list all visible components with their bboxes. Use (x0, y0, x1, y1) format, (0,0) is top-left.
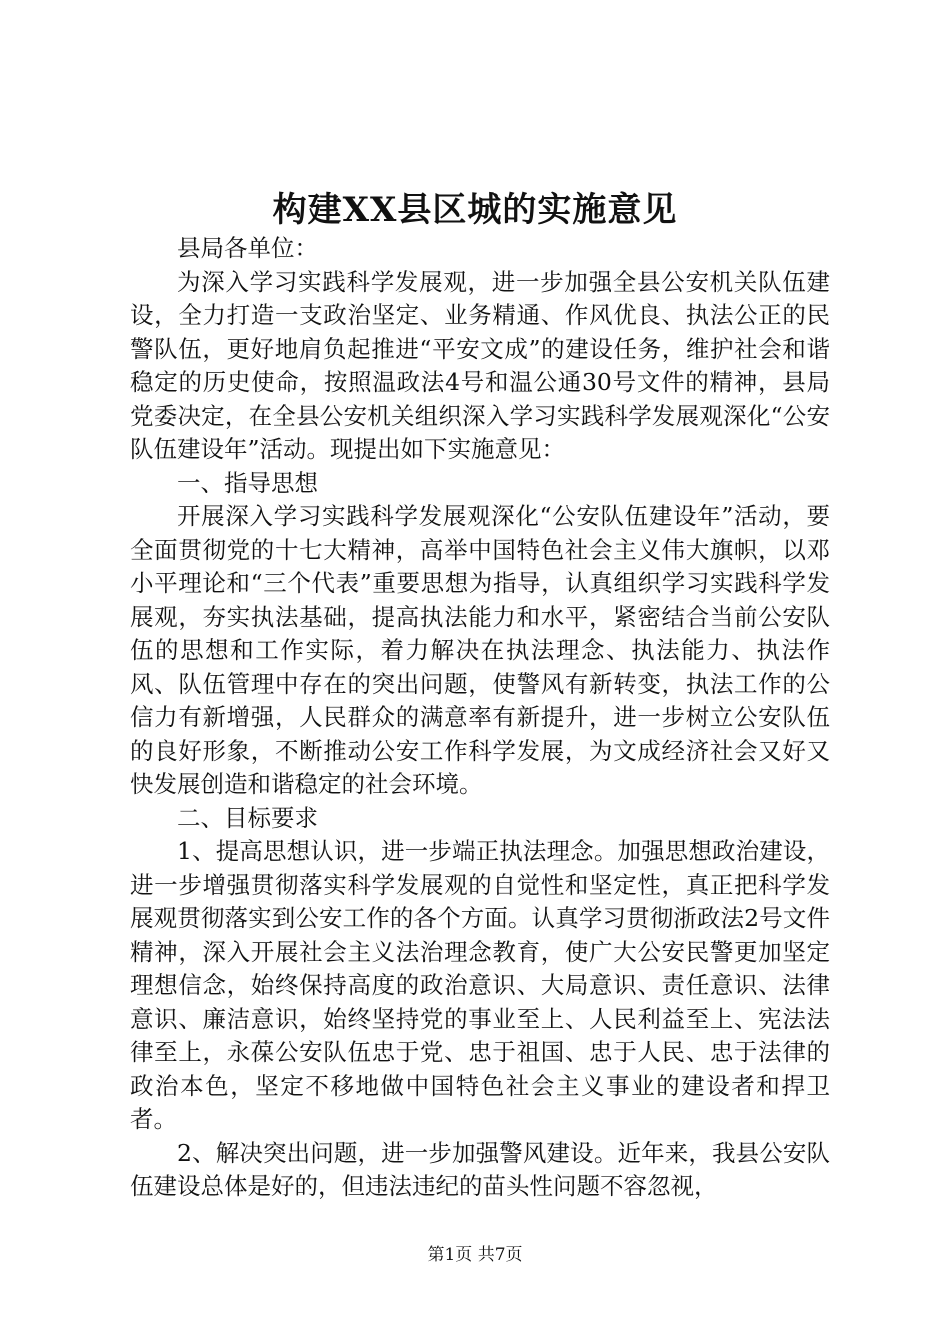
section-heading-goals: 二、目标要求 (177, 803, 318, 832)
paragraph-goal-1: 1、提高思想认识，进一步端正执法理念。加强思想政治建设，进一步增强贯彻落实科学发展观的自觉性和坚定性，真正把科学发展观贯彻落实到公安工作的各个方面。认真学习贯彻浙政法2号文件精神，深入开展社会主义法治理念教育，使广大公安民警更加坚定理想信念，始终保持高度的政治意识、大局意识、责任意识、法律意识、廉洁意识，始终坚持党的事业至上、人民利益至上、宪法法律至上，永葆公安队伍忠于党、忠于祖国、忠于人民、忠于法律的政治本色，坚定不移地做中国特色社会主义事业的建设者和捍卫者。 (130, 837, 830, 1133)
page-footer: 第1页 共7页 (427, 1245, 523, 1265)
paragraph-guiding-thought: 开展深入学习实践科学发展观深化“公安队伍建设年”活动，要全面贯彻党的十七大精神，高举中国特色社会主义伟大旗帜，以邓小平理论和“三个代表”重要思想为指导，认真组织学习实践科学发展观，夯实执法基础，提高执法能力和水平，紧密结合当前公安队伍的思想和工作实际，着力解决在执法理念、执法能力、执法作风、队伍管理中存在的突出问题，使警风有新转变，执法工作的公信力有新增强，人民群众的满意率有新提升，进一步树立公安队伍的良好形象，不断推动公安工作科学发展，为文成经济社会又好又快发展创造和谐稳定的社会环境。 (130, 502, 830, 798)
paragraph-intro: 为深入学习实践科学发展观，进一步加强全县公安机关队伍建设，全力打造一支政治坚定、业务精通、作风优良、执法公正的民警队伍，更好地肩负起推进“平安文成”的建设任务，维护社会和谐稳定的历史使命，按照温政法4号和温公通30号文件的精神，县局党委决定，在全县公安机关组织深入学习实践科学发展观深化“公安队伍建设年”活动。现提出如下实施意见： (130, 267, 830, 463)
section-heading-guiding-thought: 一、指导思想 (177, 468, 318, 497)
salutation: 县局各单位： (177, 234, 318, 262)
document-body (130, 232, 830, 1204)
paragraph-goal-2: 2、解决突出问题，进一步加强警风建设。近年来，我县公安队伍建设总体是好的，但违法违纪的苗头性问题不容忽视， (130, 1138, 830, 1200)
document-title: 构建XX县区城的实施意见 (272, 190, 678, 230)
